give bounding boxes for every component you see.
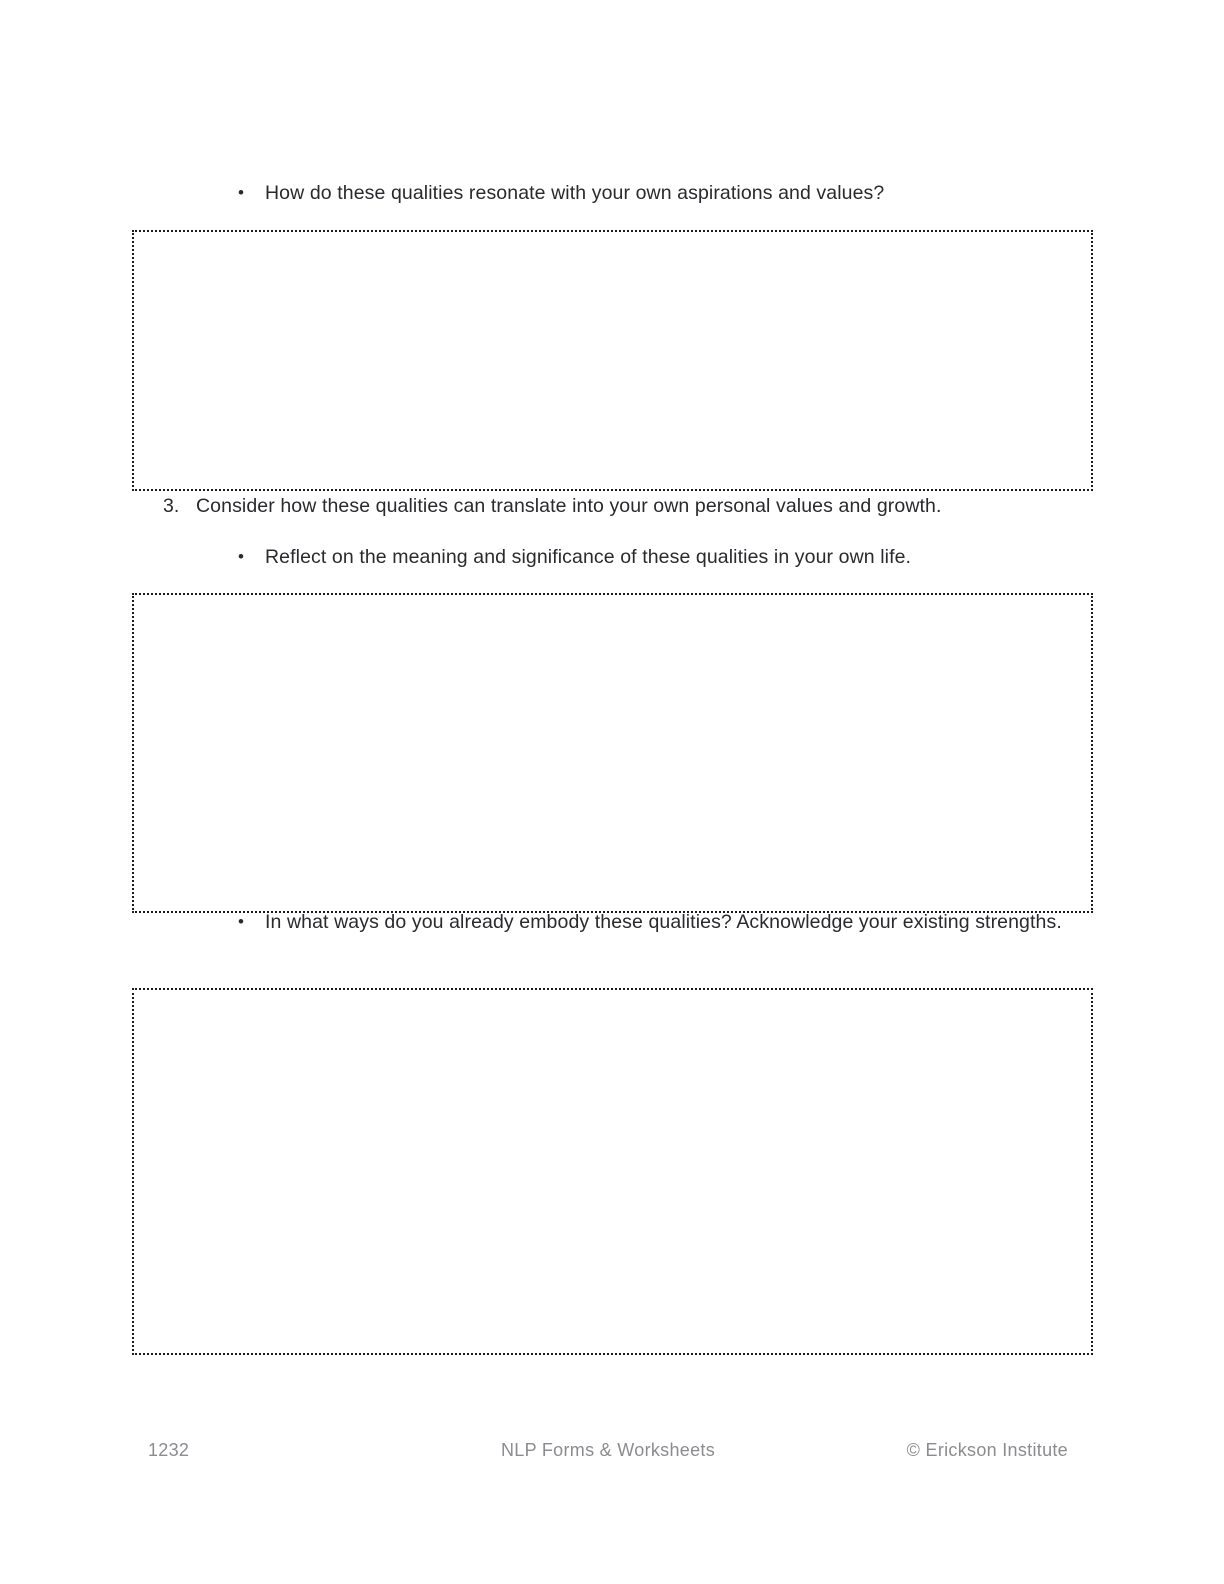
bullet-item-3-text: In what ways do you already embody these qualities? Acknowledge your existing strengths. [265,911,1062,933]
bullet-item-3 [236,907,1072,937]
footer-copyright: © Erickson Institute [906,1439,1068,1460]
numbered-item-3 [163,491,1103,521]
footer-page-number: 1232 [148,1439,190,1460]
bullet-item-1-text: How do these qualities resonate with your own aspirations and values? [265,182,885,204]
bullet-item-2 [236,542,1096,572]
bullet-marker-icon: • [238,912,244,931]
page-footer [148,1437,1068,1463]
answer-box-1[interactable] [132,230,1093,491]
footer-title: NLP Forms & Worksheets [501,1439,715,1460]
bullet-marker-icon: • [238,547,244,566]
answer-box-2[interactable] [132,593,1093,913]
answer-box-3[interactable] [132,988,1093,1355]
bullet-item-2-text: Reflect on the meaning and significance of these qualities in your own life. [265,546,912,568]
numbered-item-3-text: Consider how these qualities can translate into your own personal values and growth. [196,495,942,517]
bullet-item-1 [236,178,1096,208]
numbered-item-3-marker: 3. [163,495,180,517]
bullet-marker-icon: • [238,183,244,202]
